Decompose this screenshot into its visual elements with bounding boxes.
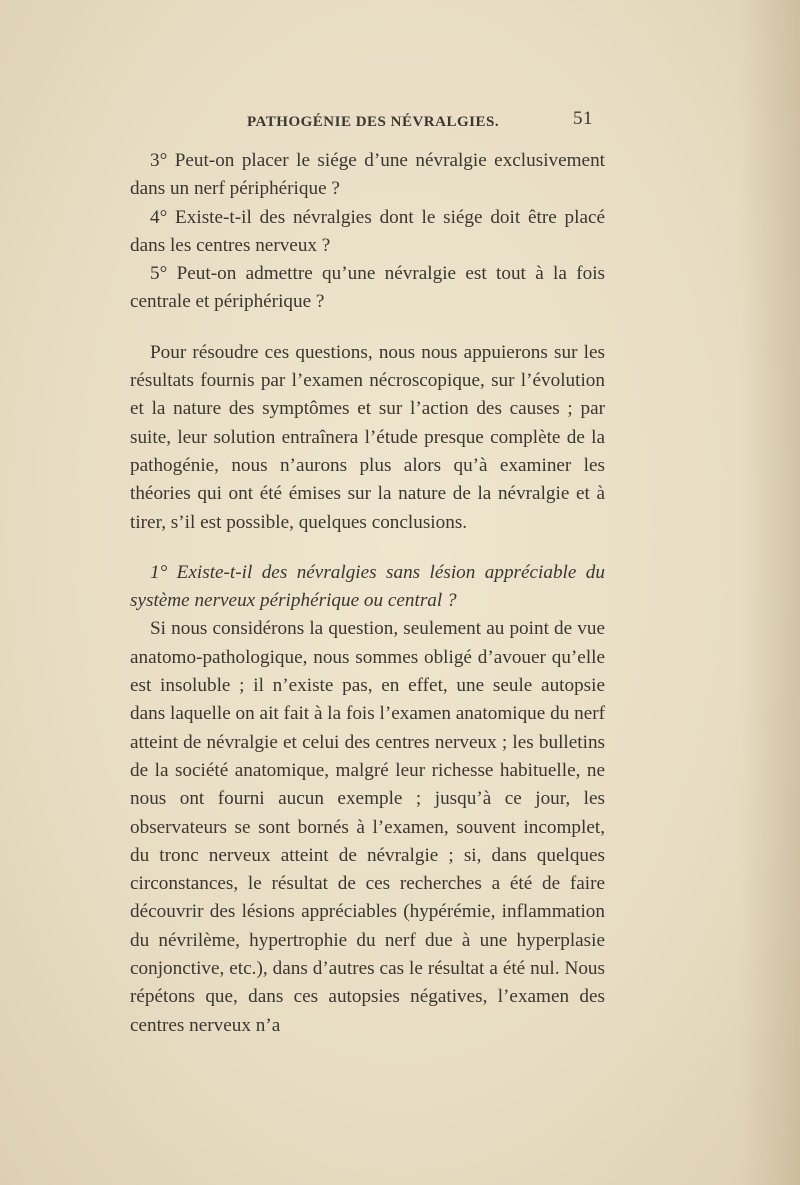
question-3: 3° Peut-on placer le siége d’une névralgie exclusivement dans un nerf périphérique ? (130, 150, 605, 200)
running-head-title: PATHOGÉNIE DES NÉVRALGIES. (247, 114, 500, 130)
page-number: 51 (573, 108, 593, 129)
paragraph-approach: Pour résoudre ces questions, nous nous appuierons sur les résultats fournis par l’examen nécroscopique, sur l’évolution et la nature des symptômes et sur l’action des causes ; par suite, leur solution entraînera l’étude presque complète de la pathogénie, nous n’aurons plus alors qu’à examiner les théories qui ont été émises sur la nature de la névralgie et à tirer, s’il est possible, quelques conclusions. (130, 341, 605, 533)
question-5: 5° Peut-on admettre qu’une névralgie est tout à la fois centrale et périphérique ? (130, 263, 605, 313)
question-4: 4° Existe-t-il des névralgies dont le siége doit être placé dans les centres nerveux ? (130, 206, 605, 256)
page-edge-shadow (740, 0, 800, 1185)
section-heading-1: 1° Existe-t-il des névralgies sans lésion appréciable du système nerveux périphérique ou central ? (130, 561, 605, 612)
paragraph-anatomy: Si nous considérons la question, seulement au point de vue anatomo-pathologique, nous sommes obligé d’avouer qu’elle est insoluble ; il n’existe pas, en effet, une seule autopsie dans laquelle on ait fait à la fois l’examen anatomique du nerf atteint de névralgie et celui des centres nerveux ; les bulletins de la société anatomique, malgré leur richesse habituelle, ne nous ont fourni aucun exemple ; jusqu’à ce jour, les observateurs se sont bornés à l’examen, souvent incomplet, du tronc nerveux atteint de névralgie ; si, dans quelques circonstances, le résultat de ces recherches a été de faire découvrir des lésions appréciables (hypérémie, inflammation du névrilème, hypertrophie du nerf due à une hyperplasie conjonctive, etc.), dans d’autres cas le résultat a été nul. Nous répétons que, dans ces autopsies négatives, l’examen des centres nerveux n’a (130, 618, 605, 1036)
text-block (130, 100, 605, 1040)
running-head (130, 100, 605, 128)
